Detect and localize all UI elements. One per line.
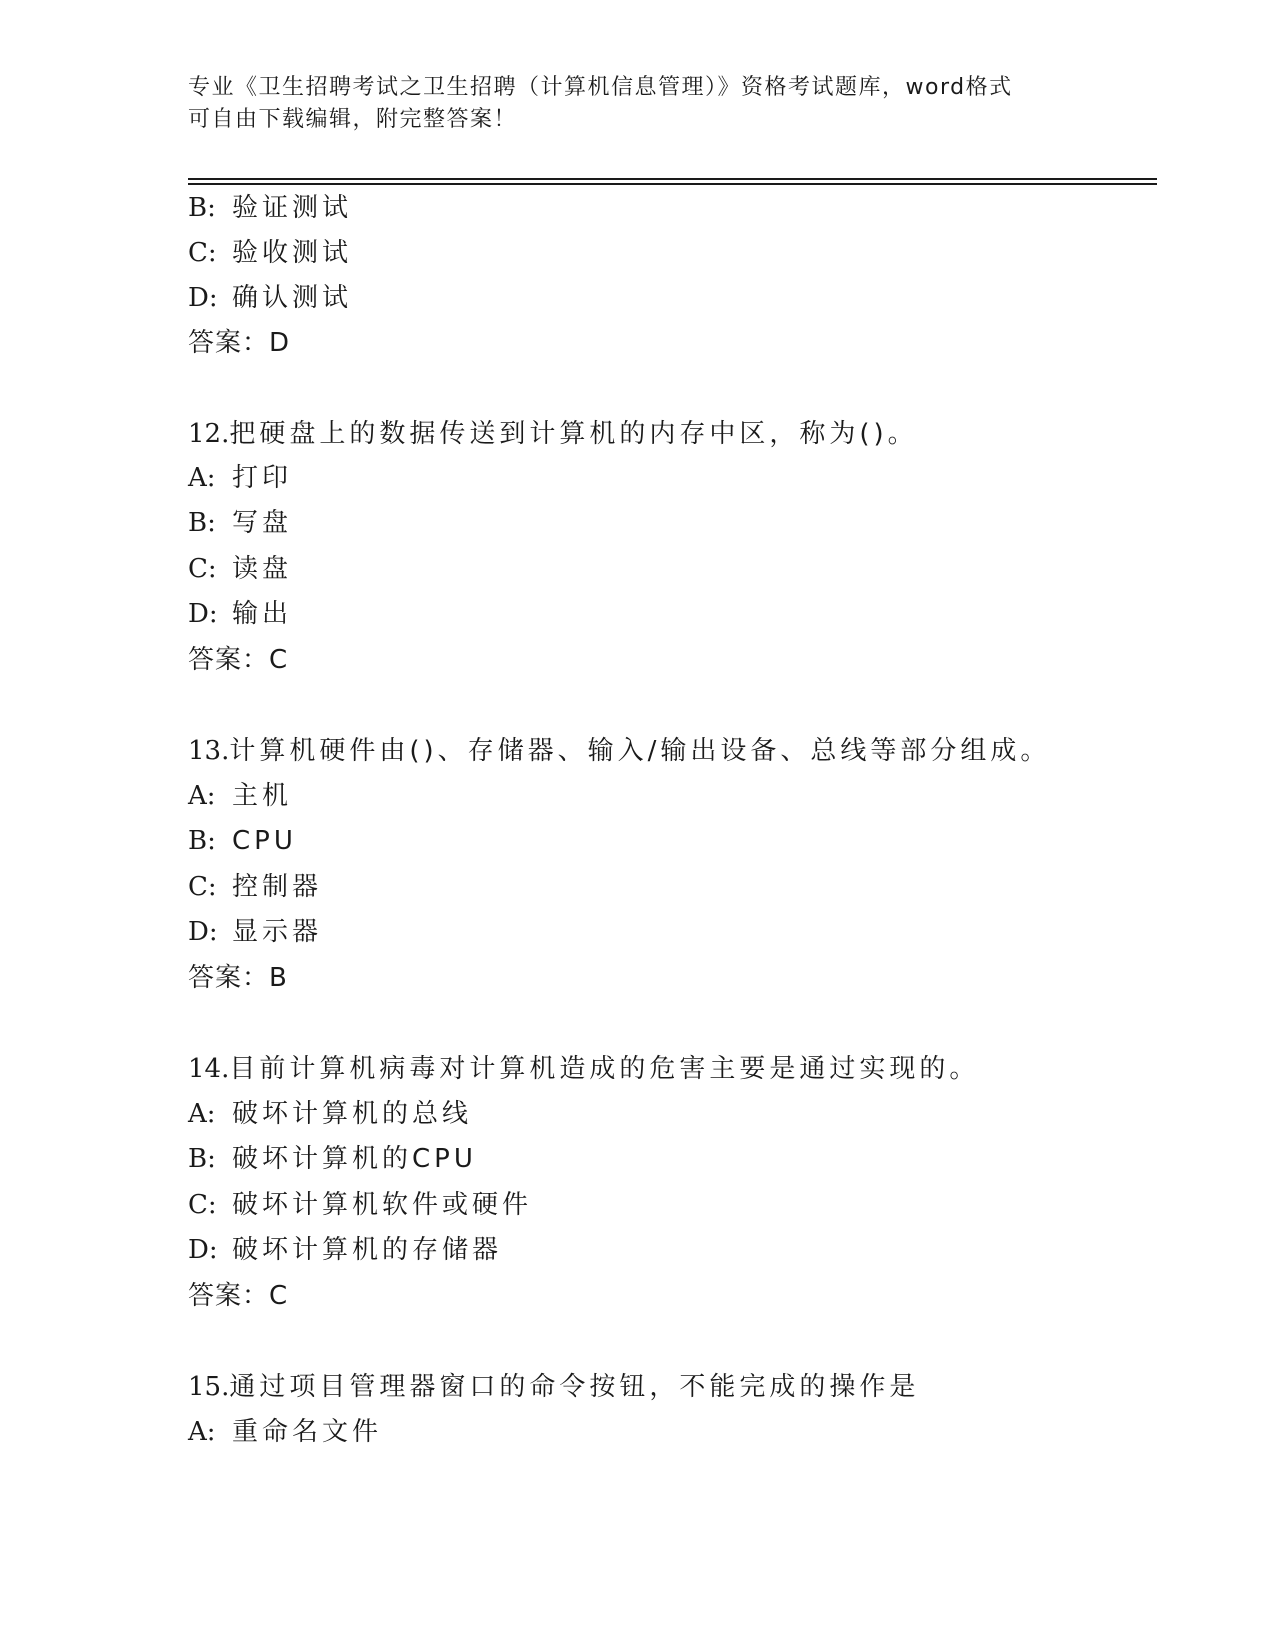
- q13-question: [188, 734, 1050, 768]
- option-text: 验证测试: [232, 193, 353, 223]
- question-number: 12.: [188, 419, 230, 449]
- option-text: 读盘: [232, 554, 293, 584]
- option-text: 破坏计算机软件或硬件: [232, 1190, 533, 1220]
- q11-option-d: [188, 281, 352, 315]
- question-text: 通过项目管理器窗口的命令按钮，不能完成的操作是: [229, 1372, 920, 1402]
- header-line-2: 可自由下载编辑，附完整答案！: [188, 107, 518, 132]
- header-line-1: 专业《卫生招聘考试之卫生招聘（计算机信息管理）》资格考试题库，word格式: [188, 75, 1013, 100]
- q14-option-d: [188, 1233, 502, 1267]
- option-text: 破坏计算机的CPU: [232, 1144, 477, 1174]
- option-text: 输出: [232, 599, 293, 629]
- q12-option-c: [188, 552, 292, 586]
- question-number: 15.: [188, 1372, 230, 1402]
- option-key: A:: [188, 1417, 216, 1447]
- q12-answer: 答案：C: [188, 645, 289, 675]
- option-text: 破坏计算机的总线: [232, 1099, 473, 1129]
- option-key: A:: [188, 463, 216, 493]
- option-key: B:: [188, 508, 216, 538]
- option-text: 验收测试: [232, 238, 353, 268]
- option-key: D:: [188, 283, 218, 313]
- question-text: 计算机硬件由()、存储器、输入/输出设备、总线等部分组成。: [229, 736, 1051, 766]
- header-rule-top: [188, 178, 1157, 180]
- q14-option-a: [188, 1097, 472, 1131]
- option-text: CPU: [232, 826, 297, 856]
- option-key: B:: [188, 1144, 216, 1174]
- q12-question: [188, 417, 918, 451]
- option-key: A:: [188, 1099, 216, 1129]
- option-text: 破坏计算机的存储器: [232, 1235, 503, 1265]
- q14-option-b: [188, 1142, 477, 1176]
- question-text: 目前计算机病毒对计算机造成的危害主要是通过实现的。: [229, 1054, 980, 1084]
- option-key: C:: [188, 554, 217, 584]
- q14-question: [188, 1052, 979, 1086]
- header-rule-bottom: [188, 183, 1157, 185]
- option-key: D:: [188, 1235, 218, 1265]
- option-text: 重命名文件: [232, 1417, 383, 1447]
- option-key: B:: [188, 193, 216, 223]
- option-key: D:: [188, 599, 218, 629]
- q12-option-a: [188, 461, 292, 495]
- q12-option-d: [188, 597, 292, 631]
- q13-option-b: [188, 824, 297, 858]
- question-text: 把硬盘上的数据传送到计算机的内存中区，称为()。: [229, 419, 918, 449]
- q11-option-c: [188, 236, 352, 270]
- option-text: 显示器: [232, 917, 323, 947]
- q11-option-b: [188, 191, 352, 225]
- q14-option-c: [188, 1188, 532, 1222]
- question-number: 13.: [188, 736, 230, 766]
- option-text: 控制器: [232, 872, 323, 902]
- option-text: 确认测试: [232, 283, 353, 313]
- option-text: 写盘: [232, 508, 293, 538]
- q12-option-b: [188, 506, 292, 540]
- option-key: C:: [188, 872, 217, 902]
- option-key: C:: [188, 1190, 217, 1220]
- option-key: A:: [188, 781, 216, 811]
- q13-option-d: [188, 915, 322, 949]
- option-key: D:: [188, 917, 218, 947]
- option-text: 主机: [232, 781, 293, 811]
- document-header: [188, 72, 1088, 136]
- q15-option-a: [188, 1415, 382, 1449]
- q13-answer: 答案：B: [188, 963, 288, 993]
- question-number: 14.: [188, 1054, 230, 1084]
- option-text: 打印: [232, 463, 293, 493]
- option-key: B:: [188, 826, 216, 856]
- q11-answer: 答案：D: [188, 328, 291, 358]
- q13-option-a: [188, 779, 292, 813]
- q14-answer: 答案：C: [188, 1281, 289, 1311]
- q15-question: [188, 1370, 919, 1404]
- q13-option-c: [188, 870, 322, 904]
- option-key: C:: [188, 238, 217, 268]
